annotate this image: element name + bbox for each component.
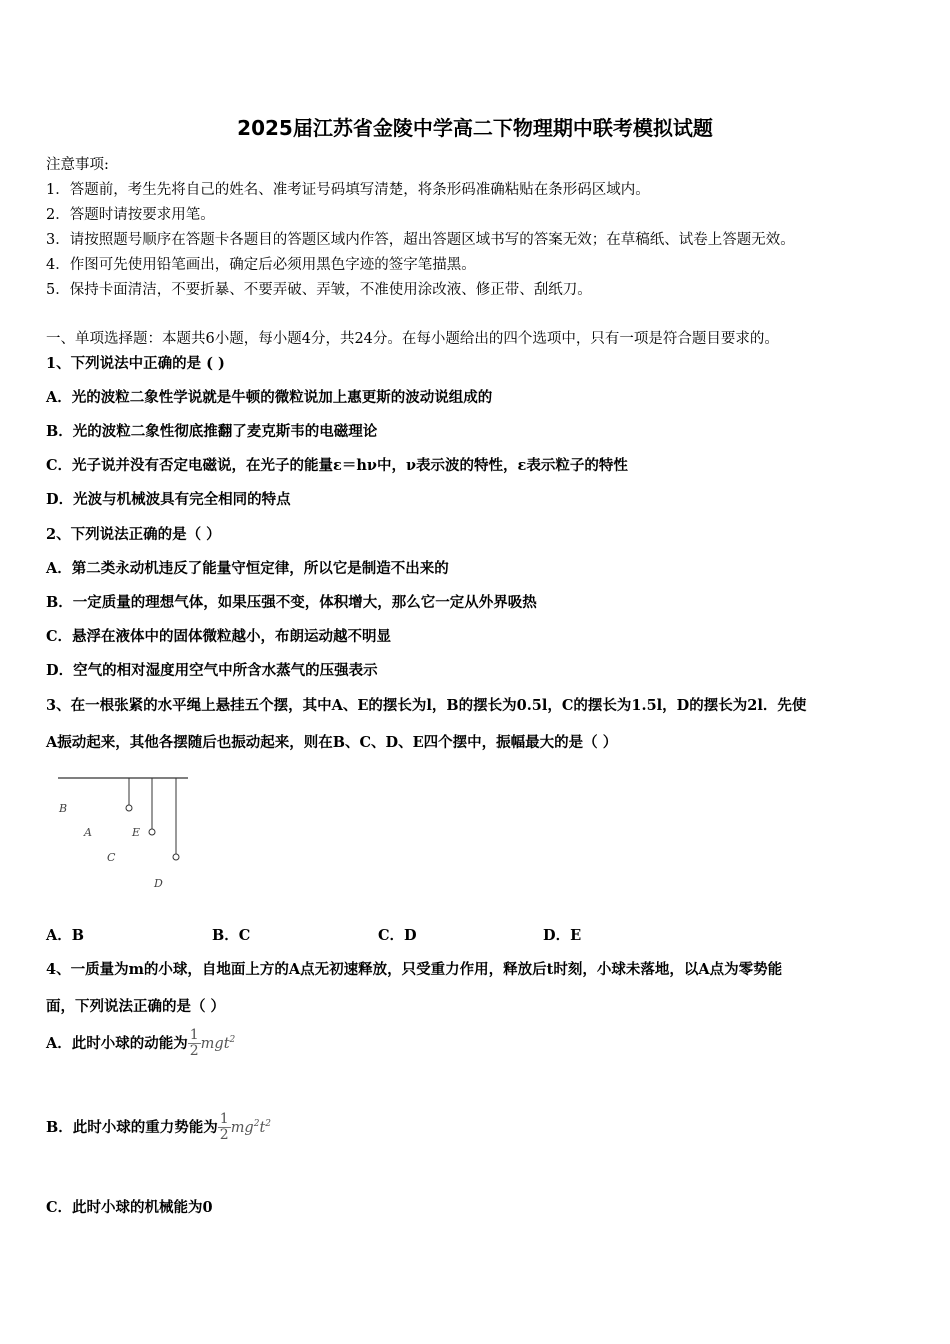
- pendulum-d-label: D: [154, 877, 163, 890]
- q2-stem: 2、下列说法正确的是（ ）: [46, 526, 221, 543]
- q1-option-d: D．光波与机械波具有完全相同的特点: [46, 491, 291, 508]
- section-heading: 一、单项选择题：本题共6小题，每小题4分，共24分。在每小题给出的四个选项中，只有一项是符合题目要求的。: [46, 331, 779, 347]
- q4-option-a: [46, 1028, 235, 1060]
- q4-option-c: C．此时小球的机械能为0: [46, 1199, 213, 1216]
- q3-option-a: A．B: [46, 927, 85, 944]
- q4-option-b: [46, 1112, 271, 1144]
- q2-option-d: D．空气的相对湿度用空气中所含水蒸气的压强表示: [46, 662, 378, 679]
- q3-option-b: B．C: [212, 927, 251, 944]
- q3-option-c: C．D: [378, 927, 417, 944]
- q1-option-c: C．光子说并没有否定电磁说，在光子的能量ε＝hν中，ν表示波的特性，ε表示粒子的特性: [46, 457, 628, 474]
- q2-option-c: C．悬浮在液体中的固体微粒越小，布朗运动越不明显: [46, 628, 392, 645]
- notice-heading: 注意事项:: [46, 157, 109, 173]
- pendulum-c-bob: [173, 854, 179, 860]
- q1-stem: 1、下列说法中正确的是 ( ): [46, 355, 225, 372]
- q1-option-b: B．光的波粒二象性彻底推翻了麦克斯韦的电磁理论: [46, 423, 378, 440]
- notice-item-1: 1．答题前，考生先将自己的姓名、准考证号码填写清楚，将条形码准确粘贴在条形码区域内。: [46, 182, 650, 198]
- q4-option-b-text: B．此时小球的重力势能为: [46, 1118, 218, 1136]
- q4-stem-line2: 面，下列说法正确的是（ ）: [46, 998, 226, 1015]
- pendulum-a-label: A: [84, 826, 92, 839]
- q2-option-b: B．一定质量的理想气体，如果压强不变，体积增大，那么它一定从外界吸热: [46, 594, 537, 611]
- q2-option-a: A．第二类永动机违反了能量守恒定律，所以它是制造不出来的: [46, 560, 449, 577]
- q4-option-b-formula: $mg^2t^2$: [230, 1119, 272, 1136]
- pendulum-b-bob: [126, 805, 132, 811]
- q1-option-a: A．光的波粒二象性学说就是牛顿的微粒说加上惠更斯的波动说组成的: [46, 389, 493, 406]
- notice-item-5: 5．保持卡面清洁，不要折暴、不要弄破、弄皱，不准使用涂改液、修正带、刮纸刀。: [46, 282, 592, 298]
- q4-stem-line1: 4、一质量为m的小球，自地面上方的A点无初速释放，只受重力作用，释放后t时刻，小球未落地，以A点为零势能: [46, 961, 783, 978]
- pendulum-diagram: [55, 772, 195, 897]
- pendulum-c-label: C: [107, 851, 116, 864]
- q3-stem-line1: 3、在一根张紧的水平绳上悬挂五个摆，其中A、E的摆长为l，B的摆长为0.5l，C的摆长为1.5l，D的摆长为2l．先使: [46, 697, 807, 714]
- pendulum-e-label: E: [132, 826, 141, 839]
- pendulum-b-label: B: [59, 802, 68, 815]
- q3-stem-line2: A振动起来，其他各摆随后也振动起来，则在B、C、D、E四个摆中，振幅最大的是（ ）: [46, 734, 618, 751]
- fraction-half: $\frac{1}{2}$: [189, 1027, 199, 1060]
- q4-option-a-formula: mgt$^2$: [200, 1035, 236, 1052]
- page-title: 2025届江苏省金陵中学高二下物理期中联考模拟试题: [237, 116, 713, 140]
- q3-option-d: D．E: [543, 927, 582, 944]
- fraction-half: $\frac{1}{2}$: [219, 1111, 229, 1144]
- notice-item-2: 2．答题时请按要求用笔。: [46, 207, 215, 223]
- notice-item-4: 4．作图可先使用铅笔画出，确定后必须用黑色字迹的签字笔描黑。: [46, 257, 476, 273]
- pendulum-a-bob: [149, 829, 155, 835]
- q4-option-a-text: A．此时小球的动能为: [46, 1034, 188, 1052]
- notice-item-3: 3．请按照题号顺序在答题卡各题目的答题区域内作答，超出答题区域书写的答案无效；在草稿纸、试卷上答题无效。: [46, 232, 795, 248]
